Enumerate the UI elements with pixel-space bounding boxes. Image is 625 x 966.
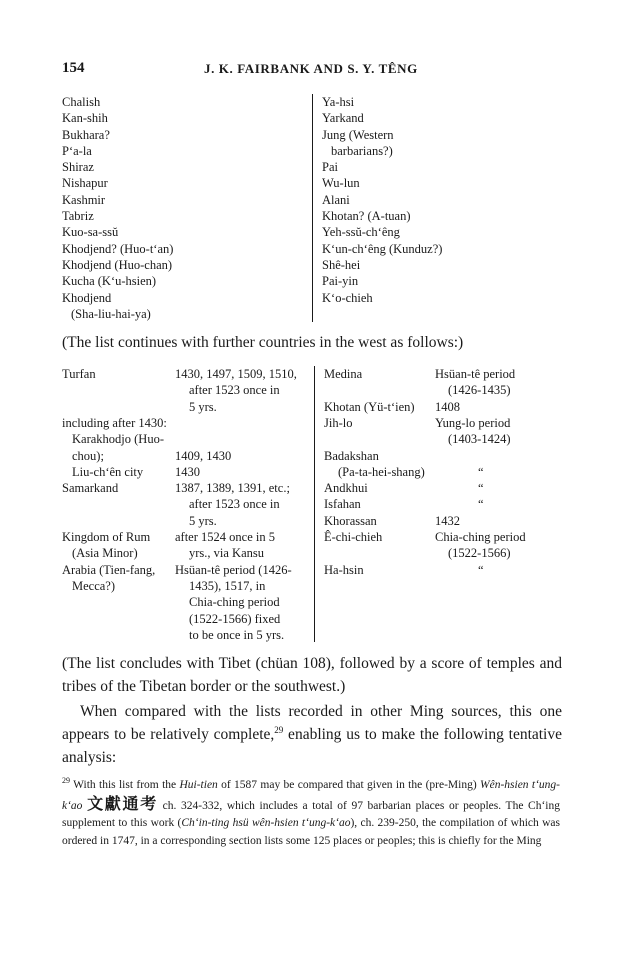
table-cell-date: 1432 xyxy=(435,513,460,528)
table-cell-name: chou); xyxy=(72,448,104,463)
list-item: Pai xyxy=(322,160,338,175)
list-item: Khotan? (A-tuan) xyxy=(322,209,411,224)
list-item: Chalish xyxy=(62,95,101,109)
column-divider xyxy=(312,94,313,322)
footnote-number: 29 xyxy=(62,776,70,786)
list-item: P‘a-la xyxy=(62,143,92,158)
table-cell-name: Kingdom of Rum xyxy=(62,530,151,544)
footnote-text: With this list from the xyxy=(70,779,180,791)
table-cell-name: (Pa-ta-hei-shang) xyxy=(338,464,425,479)
footnote-text: of 1587 may be compared that given in the (pre-Ming) xyxy=(217,779,481,791)
footnote-text: ), ch. 239-250, the compilation of which was ordered in 1747, in a corresponding section lists some 125 places or peoples; this is chiefly for the Ming xyxy=(62,817,560,847)
table-cell-date: Chia-ching period xyxy=(189,595,280,610)
list-item: Kashmir xyxy=(62,192,106,207)
table-cell-name: (Asia Minor) xyxy=(72,546,138,561)
list-item: K‘un-ch‘êng (Kunduz?) xyxy=(322,241,443,256)
table-cell-date: 5 yrs. xyxy=(189,399,217,414)
table-cell-name: Karakhodjo (Huo- xyxy=(72,432,164,447)
footnote-title: Hui-tien xyxy=(179,779,218,791)
table-cell-name: Samarkand xyxy=(62,481,119,496)
paragraph-analysis-intro xyxy=(62,700,562,769)
table-cell-name: Khotan (Yü-t‘ien) xyxy=(324,399,415,414)
list-item: (Sha-liu-hai-ya) xyxy=(71,306,151,321)
column-divider xyxy=(314,366,315,642)
list-item: Pai-yin xyxy=(322,274,359,289)
list-item: Shê-hei xyxy=(322,257,361,272)
footnote-title: Wên-hsien t‘ung-k‘ao xyxy=(62,779,561,812)
footnote-29 xyxy=(62,777,560,850)
table-cell-date: (1522-1566) xyxy=(448,546,511,561)
list-item: Ya-hsi xyxy=(322,95,355,109)
table-cell-name: Arabia (Tien-fang, xyxy=(62,562,156,577)
ditto-mark: “ xyxy=(478,497,484,512)
paragraph-list-concludes: (The list concludes with Tibet (chüan 108), followed by a score of temples and tribes of the Tibetan border or the southwest.) xyxy=(62,655,562,695)
list-item: Yeh-ssŭ-ch‘êng xyxy=(322,225,400,240)
table-cell-date: 1409, 1430 xyxy=(175,448,232,463)
table-cell-name: Ha-hsin xyxy=(324,562,364,577)
list-item: Kucha (K‘u-hsien) xyxy=(62,274,157,289)
table-cell-date: Yung-lo period xyxy=(435,415,511,430)
running-header xyxy=(62,60,562,78)
list-item: Alani xyxy=(322,192,350,207)
table-cell-date: yrs., via Kansu xyxy=(189,546,264,561)
list-item: Nishapur xyxy=(62,176,108,191)
list-item: Jung (Western xyxy=(322,127,394,142)
footnote-title: Ch‘in-ting hsü wên-hsien t‘ung-k‘ao xyxy=(181,817,351,830)
table-cell-name: Turfan xyxy=(62,367,96,381)
table-cell-name: Andkhui xyxy=(324,481,368,496)
place-list-two-column xyxy=(62,94,542,322)
running-head-authors: J. K. FAIRBANK AND S. Y. TÊNG xyxy=(204,61,418,76)
table-cell-name: Khorassan xyxy=(324,513,377,528)
table-cell-date: after 1524 once in 5 xyxy=(175,530,275,544)
list-item: Yarkand xyxy=(322,111,364,126)
list-item: Bukhara? xyxy=(62,127,110,142)
list-item: K‘o-chieh xyxy=(322,290,373,305)
table-cell-date: 5 yrs. xyxy=(189,513,217,528)
table-cell-date: 1408 xyxy=(435,399,460,414)
table-cell-date: 1387, 1389, 1391, etc.; xyxy=(175,481,290,496)
table-cell-name: Ê-chi-chieh xyxy=(324,530,383,544)
place-list-left-column xyxy=(62,94,307,322)
table-cell-name: Liu-ch‘ên city xyxy=(72,464,144,479)
paragraph-list-continues: (The list continues with further countries in the west as follows:) xyxy=(62,334,464,351)
ditto-mark: “ xyxy=(478,464,484,479)
page-number: 154 xyxy=(62,60,85,76)
table-cell-name: Isfahan xyxy=(324,497,361,512)
table-cell-date: (1522-1566) fixed xyxy=(189,611,281,626)
table-cell-date: Chia-ching period xyxy=(435,530,526,544)
ditto-mark: “ xyxy=(478,562,484,577)
table-cell-name: Medina xyxy=(324,367,363,381)
place-list-right-column xyxy=(322,94,542,306)
ditto-mark: “ xyxy=(478,481,484,496)
table-cell-name: Mecca?) xyxy=(72,578,116,593)
chinese-title: 文獻通考 xyxy=(87,793,159,813)
footnote-reference: 29 xyxy=(274,724,284,735)
table-cell-date: 1430, 1497, 1509, 1510, xyxy=(175,367,297,381)
table-cell-date: (1426-1435) xyxy=(448,383,511,398)
table-cell-date: (1403-1424) xyxy=(448,432,511,447)
table-cell-name: Badakshan xyxy=(324,448,379,463)
list-item: barbarians?) xyxy=(331,143,393,158)
list-item: Khodjend xyxy=(62,290,112,305)
western-countries-table xyxy=(62,366,562,642)
list-item: Khodjend (Huo-chan) xyxy=(62,257,173,272)
table-cell-date: after 1523 once in xyxy=(189,383,280,398)
table-cell-name: including after 1430: xyxy=(62,415,167,430)
list-item: Tabriz xyxy=(62,209,94,224)
list-item: Kan-shih xyxy=(62,111,108,126)
table-cell-date: Hsüan-tê period (1426- xyxy=(175,562,292,577)
table-cell-date: 1435), 1517, in xyxy=(189,578,266,593)
list-item: Shiraz xyxy=(62,160,94,175)
table-cell-date: 1430 xyxy=(175,464,200,479)
paragraph-text: When compared with the lists recorded in other Ming sources, this one appears to be relatively complete, xyxy=(62,703,562,743)
list-item: Kuo-sa-ssŭ xyxy=(62,225,119,240)
table-cell-date: after 1523 once in xyxy=(189,497,280,512)
footnote-text: ch. 324-332, which includes a total of 97 barbarian places or peoples. The Ch‘ing supplement to this work ( xyxy=(62,799,560,830)
list-item: Wu-lun xyxy=(322,176,360,191)
table-cell-date: Hsüan-tê period xyxy=(435,367,516,381)
list-item: Khodjend? (Huo-t‘an) xyxy=(62,241,174,256)
table-cell-name: Jih-lo xyxy=(324,415,353,430)
paragraph-text: enabling us to make the following tentative analysis: xyxy=(62,726,562,766)
table-cell-date: to be once in 5 yrs. xyxy=(189,627,285,642)
